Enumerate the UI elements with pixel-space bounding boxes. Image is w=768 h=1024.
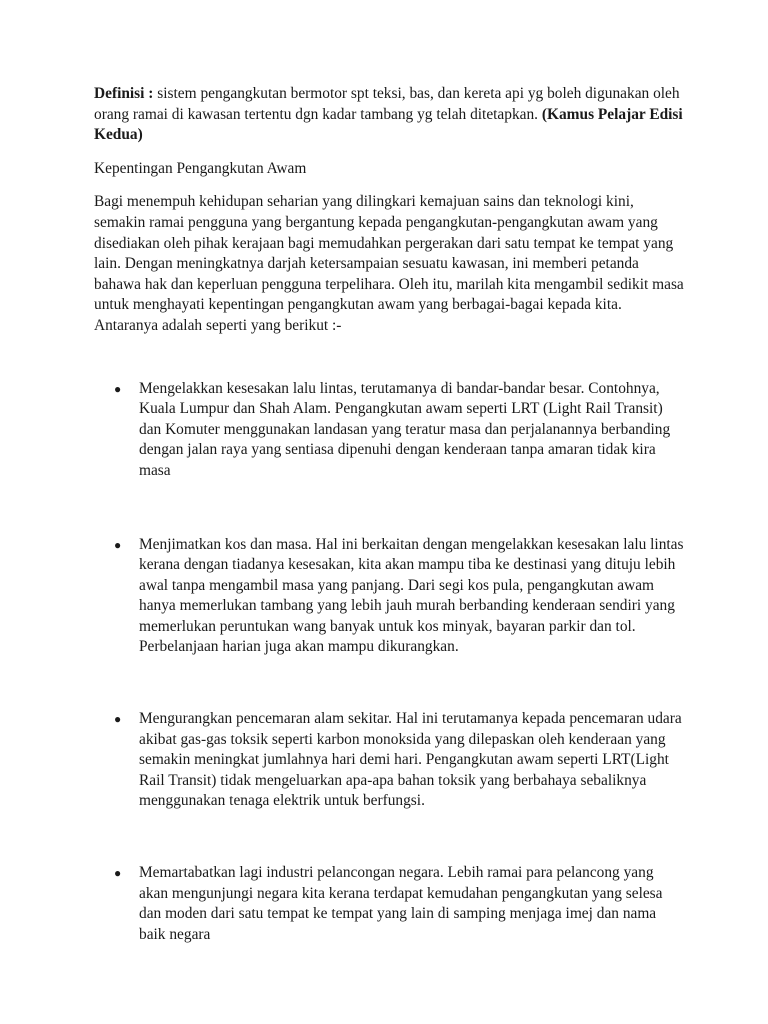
bullet-icon: ● [114, 381, 122, 396]
bullet-icon: ● [114, 866, 122, 881]
points-list [94, 379, 684, 946]
list-item-text: Mengelakkan kesesakan lalu lintas, terutamanya di bandar-bandar besar. Contohnya, Kuala Lumpur dan Shah Alam. Pengangkutan awam seperti LRT (Light Rail Transit) dan Komuter menggunakan landasan yang teratur masa dan perjalanannya berbanding dengan jalan raya yang sentiasa dipenuhi dengan kenderaan tanpa amaran tidak kira masa [139, 379, 671, 479]
list-item-text: Menjimatkan kos dan masa. Hal ini berkaitan dengan mengelakkan kesesakan lalu lintas kerana dengan tiadanya kesesakan, kita akan mampu tiba ke destinasi yang dituju lebih awal tanpa mengambil masa yang panjang. Dari segi kos pula, pengangkutan awam hanya memerlukan tambang yang lebih jauh murah berbanding kenderaan sendiri yang memerlukan peruntukan wang banyak untuk kos minyak, bayaran parkir dan tol. Perbelanjaan harian juga akan mampu dikurangkan. [139, 535, 684, 656]
bullet-icon: ● [114, 712, 122, 727]
intro-paragraph: Bagi menempuh kehidupan seharian yang dilingkari kemajuan sains dan teknologi kini, semakin ramai pengguna yang bergantung kepada pengangkutan-pengangkutan awam yang disediakan oleh pihak kerajaan bagi memudahkan pergerakan dari satu tempat ke tempat yang lain. Dengan meningkatnya darjah ketersampaian sesuatu kawasan, ini memberi petanda bahawa hak dan keperluan pengguna terpelihara. Oleh itu, marilah kita mengambil sedikit masa untuk menghayati kepentingan pengangkutan awam yang berbagai-bagai kepada kita. Antaranya adalah seperti yang berikut :- [94, 193, 684, 334]
document-page [94, 84, 684, 998]
definition-source: (Kamus Pelajar Edisi Kedua) [94, 105, 683, 144]
list-item [94, 863, 684, 945]
list-item-text: Memartabatkan lagi industri pelancongan negara. Lebih ramai para pelancong yang akan mengunjungi negara kita kerana terdapat kemudahan pengangkutan yang selesa dan moden dari satu tempat ke tempat yang lain di samping menjaga imej dan nama baik negara [139, 864, 663, 943]
section-heading: Kepentingan Pengangkutan Awam [94, 159, 307, 177]
bullet-icon: ● [114, 537, 122, 552]
list-item [94, 535, 684, 659]
list-item [94, 709, 684, 812]
definition-paragraph [94, 84, 684, 146]
list-item-text: Mengurangkan pencemaran alam sekitar. Hal ini terutamanya kepada pencemaran udara akibat gas-gas toksik seperti karbon monoksida yang dilepaskan oleh kenderaan yang semakin meningkat jumlahnya hari demi hari. Pengangkutan awam seperti LRT(Light Rail Transit) tidak mengeluarkan apa-apa bahan toksik yang berbahaya sebaliknya menggunakan tenaga elektrik untuk berfungsi. [139, 710, 682, 810]
definition-text: sistem pengangkutan bermotor spt teksi, bas, dan kereta api yg boleh digunakan oleh orang ramai di kawasan tertentu dgn kadar tambang yg telah ditetapkan. [94, 85, 680, 123]
definition-label: Definisi : [94, 85, 154, 102]
list-item [94, 379, 684, 482]
